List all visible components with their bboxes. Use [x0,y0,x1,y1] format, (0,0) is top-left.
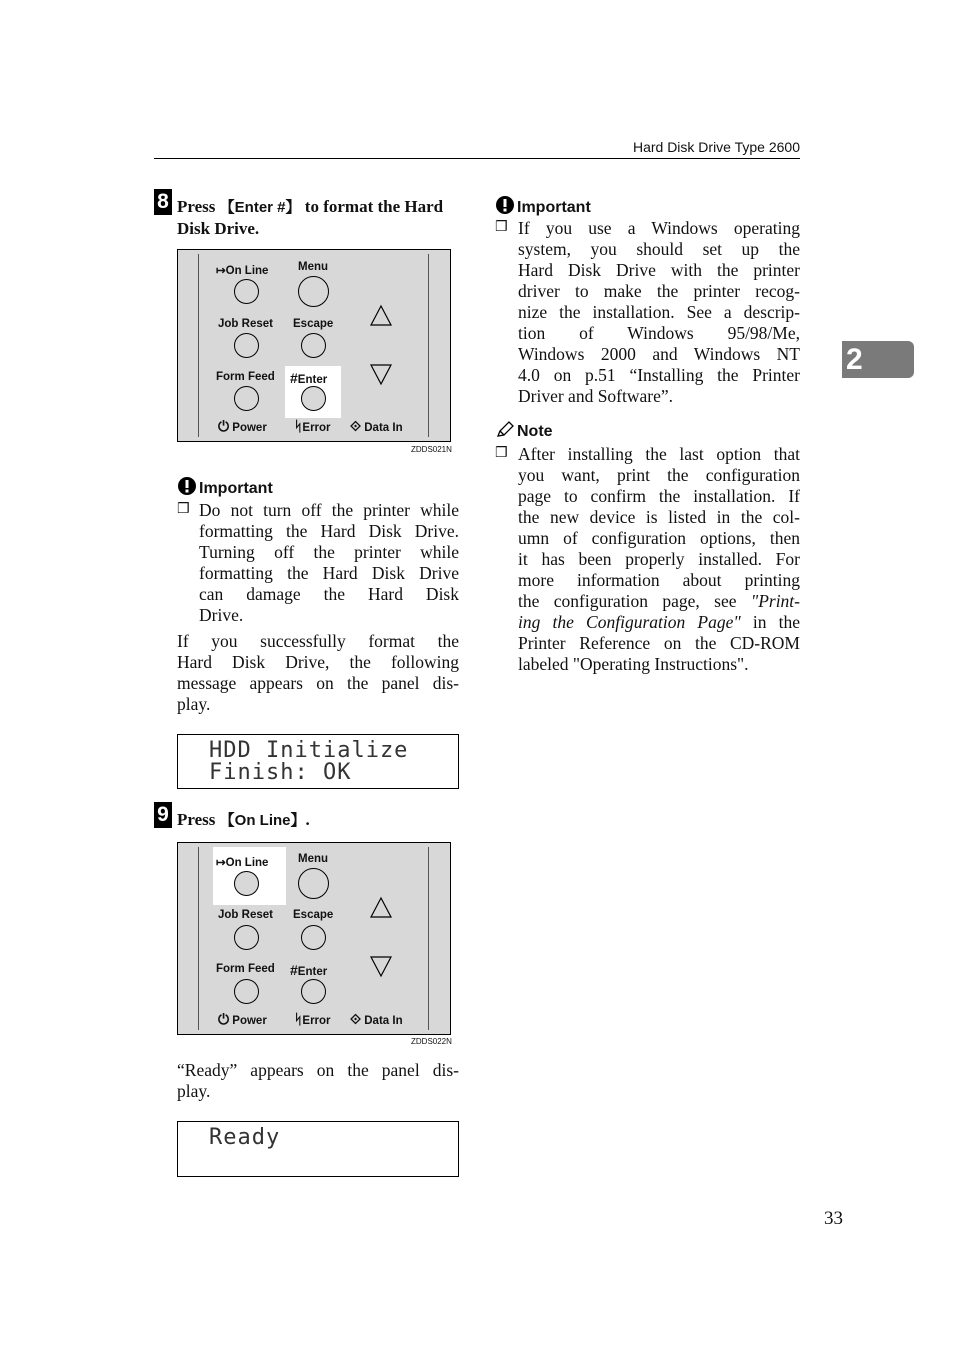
enter-button[interactable] [301,979,326,1004]
success-paragraph: If you successfully format the Hard Disk Drive, the following message appears on the panel dis- play. [177,631,459,714]
figure-code-2: ZDDS022N [411,1037,452,1046]
lcd-line-1: Ready [209,1125,281,1150]
key-bracket-close: 】 [290,812,306,829]
power-icon: ⏻ [218,1011,230,1027]
lcd-line-1: HDD Initialize [209,738,409,763]
header-rule [154,158,800,159]
up-arrow-icon[interactable] [369,304,393,328]
pencil-icon [495,421,515,439]
online-label-group: ↦On Line [216,857,269,869]
lcd-display-1 [177,734,459,789]
bullet-checkbox-icon: ❒ [177,501,190,517]
error-icon: ᛋ [294,1011,303,1027]
step-8-suffix: to format the Hard [300,197,444,216]
ready-paragraph: “Ready” appears on the panel dis- play. [177,1060,459,1101]
note-text: After installing the last option that you want, print the configuration page to confirm the installation. If the new device is listed in the col- umn of configuration options, then it has been properly installed. For more information about printing the configuration page, see "Print- ing the Configuration Page" in the Printer Reference on the CD-ROM labeled "Operating Instructions". [518,444,800,674]
error-icon: ᛋ [294,418,303,434]
enter-label-group: #Enter [290,370,328,386]
important-icon [495,195,515,215]
key-bracket-close: 】 [285,199,301,216]
menu-label: Menu [298,853,329,865]
step-number-9: 9 [154,802,172,828]
important-text-2: If you use a Windows operating system, you should set up the Hard Disk Drive with the printer driver to make the printer recog- nize the installation. See a descrip- tion of Windows 95/98/Me, Windows 2000 and Windows NT 4.0 on p.51 “Installing the Printer Driver and Software”. [518,218,800,406]
power-icon: ⏻ [218,418,230,434]
step-9-prefix: Press [177,810,220,829]
enter-key-label: Enter # [234,199,286,216]
form-feed-button[interactable] [234,979,259,1004]
job-reset-label: Job Reset [218,318,273,330]
figure-code-1: ZDDS021N [411,445,452,454]
down-arrow-icon[interactable] [369,954,393,978]
key-bracket-open: 【 [219,812,235,829]
important-icon [177,476,197,496]
menu-button[interactable] [298,276,329,307]
data-in-indicator: ⟐ Data In [350,418,403,434]
form-feed-label: Form Feed [216,371,275,383]
step-8-line2: Disk Drive. [177,219,260,238]
hash-icon: # [290,370,298,386]
power-indicator: ⏻ Power [218,418,267,434]
step-9-instruction [177,809,310,831]
data-in-icon: ⟐ [350,1011,362,1027]
note-line-8: the configuration page, see "Print- [518,591,800,611]
online-arrow-icon: ↦ [216,857,226,869]
hash-icon: # [290,962,298,978]
job-reset-label: Job Reset [218,909,273,921]
online-button[interactable] [234,279,259,304]
important-heading-1: Important [177,476,273,498]
chapter-tab: 2 [842,341,914,378]
step-number-8: 8 [154,189,172,215]
control-panel-figure-1 [177,249,451,442]
enter-button[interactable] [301,386,326,411]
enter-label-group: #Enter [290,962,328,978]
data-in-indicator: ⟐ Data In [350,1011,403,1027]
key-bracket-open: 【 [219,199,235,216]
power-indicator: ⏻ Power [218,1011,267,1027]
up-arrow-icon[interactable] [369,896,393,920]
escape-label: Escape [293,318,334,330]
lcd-line-2: Finish: OK [209,760,352,785]
bullet-checkbox-icon: ❒ [495,219,508,235]
note-line-9: ing the Configuration Page" in the [518,612,800,632]
online-key-label: On Line [234,812,291,829]
form-feed-label: Form Feed [216,963,275,975]
running-header: Hard Disk Drive Type 2600 [632,139,800,155]
error-indicator: ᛋError [294,418,331,434]
lcd-display-2 [177,1121,459,1177]
escape-button[interactable] [301,925,326,950]
escape-label: Escape [293,909,334,921]
job-reset-button[interactable] [234,333,259,358]
step-9-suffix: . [305,810,310,829]
page-number: 33 [824,1208,843,1229]
job-reset-button[interactable] [234,925,259,950]
menu-label: Menu [298,261,329,273]
online-arrow-icon: ↦ [216,265,226,277]
online-button[interactable] [234,871,259,896]
important-text-1: Do not turn off the printer while formatting the Hard Disk Drive. Turning off the printer while formatting the Hard Disk Drive can damage the Hard Disk Drive. [199,500,459,625]
step-8-instruction [177,196,462,239]
menu-button[interactable] [298,868,329,899]
important-heading-2: Important [495,195,591,217]
control-panel-figure-2 [177,842,451,1035]
note-heading: Note [495,421,553,441]
data-in-icon: ⟐ [350,418,362,434]
bullet-checkbox-icon: ❒ [495,445,508,461]
form-feed-button[interactable] [234,386,259,411]
step-8-prefix: Press [177,197,220,216]
online-label-group: ↦On Line [216,265,269,277]
escape-button[interactable] [301,333,326,358]
error-indicator: ᛋError [294,1011,331,1027]
down-arrow-icon[interactable] [369,362,393,386]
